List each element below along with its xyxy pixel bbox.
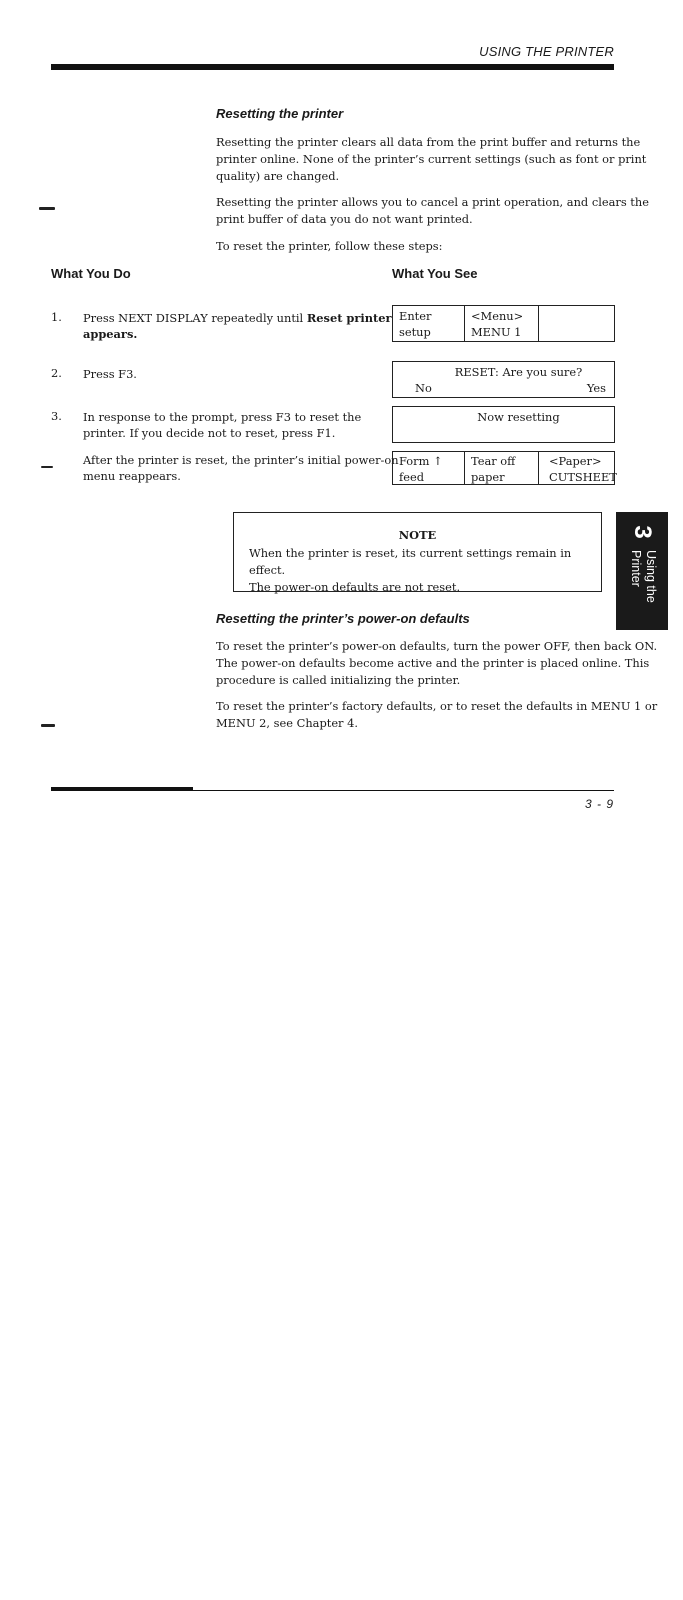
- step-text-line: Press NEXT DISPLAY repeatedly until: [83, 311, 307, 325]
- scan-mark: [41, 466, 53, 468]
- paragraph-reset-intro: [216, 134, 646, 185]
- text-line: quality) are changed.: [216, 169, 340, 183]
- lcd-cell: [538, 306, 614, 341]
- step-text-4: [83, 452, 399, 484]
- lcd-text: paper: [471, 470, 505, 484]
- text-line: MENU 2, see Chapter 4.: [216, 716, 358, 730]
- note-title: NOTE: [398, 528, 437, 542]
- header-rule: [51, 64, 614, 70]
- text-line: To reset the printer’s power-on defaults, turn the power OFF, then back ON.: [216, 639, 658, 653]
- lcd-text: Enter: [399, 309, 432, 323]
- chapter-number: 3: [629, 525, 656, 539]
- lcd-text: <Menu>: [471, 309, 524, 323]
- text-line: Resetting the printer clears all data from the print buffer and returns the: [216, 135, 641, 149]
- lcd-text: setup: [399, 325, 431, 339]
- note-box: [233, 512, 602, 592]
- note-text: [249, 545, 601, 596]
- lcd-display-poweron-menu: [392, 451, 615, 485]
- step-text-line: After the printer is reset, the printer’s initial power-on: [83, 453, 399, 467]
- step-number: 3.: [51, 409, 62, 423]
- step-text-3: [83, 409, 361, 441]
- text-line: When the printer is reset, its current settings remain in effect.: [249, 546, 572, 577]
- lcd-display-menu: [392, 305, 615, 342]
- page-number: 3 - 9: [584, 797, 614, 811]
- lcd-cell: [393, 452, 464, 484]
- step-text-1: [83, 310, 392, 342]
- text-line: To reset the printer’s factory defaults, or to reset the defaults in MENU 1 or: [216, 699, 658, 713]
- lcd-text: feed: [399, 470, 424, 484]
- lcd-text: CUTSHEET: [549, 470, 617, 484]
- column-heading-what-you-see: What You See: [392, 266, 478, 281]
- step-text-line: printer. If you decide not to reset, press F1.: [83, 426, 336, 440]
- text-line: printer online. None of the printer’s current settings (such as font or print: [216, 152, 647, 166]
- lcd-text: <Paper>: [549, 454, 602, 468]
- chapter-tab-label: Using the Printer: [629, 550, 658, 603]
- lcd-text: RESET: Are you sure?: [454, 365, 583, 379]
- running-header: USING THE PRINTER: [479, 44, 614, 59]
- lcd-text: Tear off: [471, 454, 516, 468]
- paragraph-steps-lead: To reset the printer, follow these steps:: [216, 239, 443, 253]
- step-text-line: menu reappears.: [83, 469, 181, 483]
- scan-mark: [41, 724, 55, 727]
- lcd-display-resetting: [392, 406, 615, 443]
- step-number: 2.: [51, 366, 62, 380]
- text-line: print buffer of data you do not want printed.: [216, 212, 473, 226]
- lcd-text: Now resetting: [477, 410, 560, 424]
- scan-mark: [39, 207, 55, 210]
- footer-rule: [51, 790, 614, 791]
- step-text-2: Press F3.: [83, 367, 137, 381]
- paragraph-factory-defaults: [216, 698, 657, 732]
- lcd-cell: [464, 306, 538, 341]
- step-text-line: In response to the prompt, press F3 to reset the: [83, 410, 362, 424]
- chapter-tab: [616, 512, 668, 630]
- column-heading-what-you-do: What You Do: [51, 266, 131, 281]
- lcd-cell: [538, 452, 617, 484]
- lcd-cell: [393, 306, 464, 341]
- lcd-cell: [464, 452, 538, 484]
- lcd-display-reset-prompt: [392, 361, 615, 398]
- text-line: procedure is called initializing the printer.: [216, 673, 461, 687]
- section-title-resetting: Resetting the printer: [216, 106, 344, 121]
- text-line: The power-on defaults become active and the printer is placed online. This: [216, 656, 650, 670]
- lcd-text: Form ↑: [399, 454, 443, 468]
- step-number: 1.: [51, 310, 62, 324]
- text-line: The power-on defaults are not reset.: [249, 580, 461, 594]
- lcd-text: MENU 1: [471, 325, 522, 339]
- paragraph-power-on-defaults: [216, 638, 657, 689]
- step-bold-term: Reset printer: [306, 311, 392, 325]
- text-line: Resetting the printer allows you to cancel a print operation, and clears the: [216, 195, 649, 209]
- section-title-power-on-defaults: Resetting the printer’s power-on defaults: [216, 611, 470, 626]
- lcd-text: Yes: [586, 381, 606, 395]
- step-text-line: appears.: [83, 327, 138, 341]
- lcd-text: No: [415, 381, 432, 395]
- paragraph-reset-cancel: [216, 194, 649, 228]
